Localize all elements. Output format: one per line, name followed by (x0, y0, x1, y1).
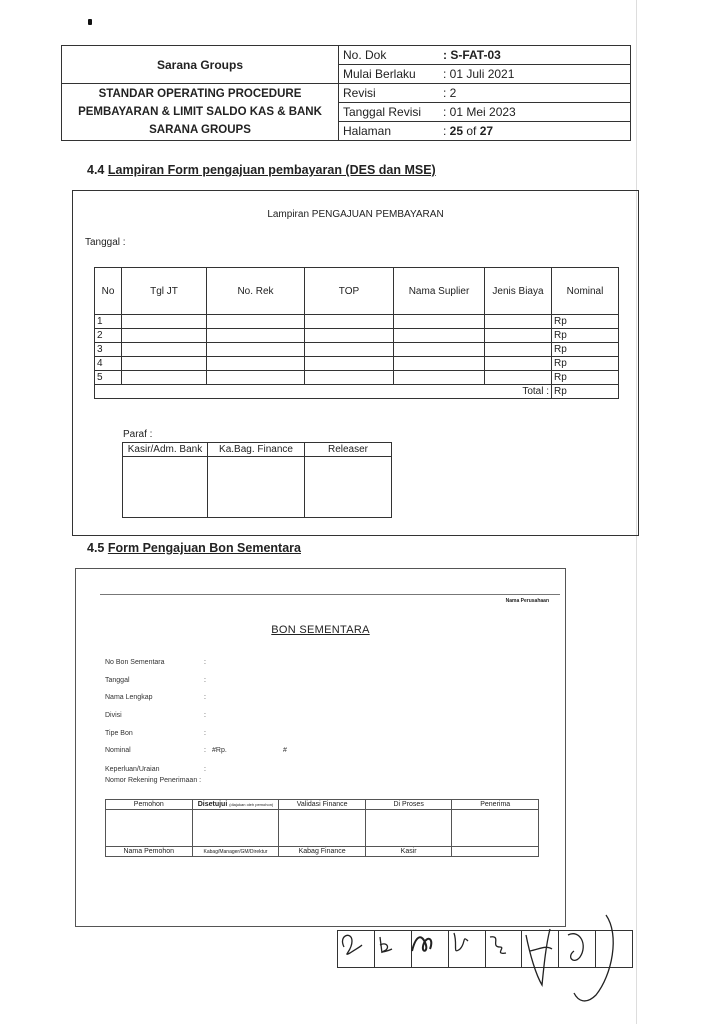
field-colon: : (204, 659, 206, 666)
row-no: 2 (95, 329, 122, 343)
section-4-4-title: Lampiran Form pengajuan pembayaran (DES dan MSE) (107, 163, 436, 177)
col-tgl-jt: Tgl JT (122, 268, 207, 315)
sop-title-line2: PEMBAYARAN & LIMIT SALDO KAS & BANK (78, 106, 322, 118)
company-name: Sarana Groups (62, 46, 339, 84)
revisi-label: Revisi (339, 84, 440, 103)
initial-mark-5 (490, 937, 506, 954)
ftr-penerima (452, 847, 539, 857)
field-colon: : (204, 712, 206, 719)
paraf-label: Paraf : (123, 429, 153, 440)
col-no-rek: No. Rek (207, 268, 305, 315)
field-tipe-bon: Tipe Bon (105, 730, 133, 737)
bon-sementara-form (75, 568, 566, 927)
field-colon: : (204, 766, 206, 773)
row-no: 1 (95, 315, 122, 329)
revisi-value: : 2 (439, 84, 631, 103)
document-header-table (61, 45, 631, 141)
paraf-table (122, 442, 392, 518)
field-colon: : (204, 677, 206, 684)
ftr-kabag-finance: Kabag Finance (279, 847, 366, 857)
total-currency: Rp (552, 385, 619, 399)
section-4-5-number: 4.5 (87, 541, 105, 555)
field-divisi: Divisi (105, 712, 122, 719)
mulai-berlaku-value: : 01 Juli 2021 (439, 65, 631, 84)
initial-mark-2 (380, 937, 392, 953)
field-nominal: Nominal (105, 747, 131, 754)
halaman-total: 27 (479, 124, 494, 138)
sop-title-line1: STANDAR OPERATING PROCEDURE (98, 88, 302, 100)
hdr-disetujui (192, 800, 279, 810)
table-row (95, 357, 619, 371)
section-4-4-heading (87, 163, 436, 177)
payment-form-title: Lampiran PENGAJUAN PEMBAYARAN (267, 209, 444, 220)
nominal-end: # (283, 747, 287, 754)
hdr-pemohon: Pemohon (106, 800, 193, 810)
initial-mark-4 (454, 933, 468, 951)
table-row (95, 315, 619, 329)
row-no: 3 (95, 343, 122, 357)
initial-mark-7 (568, 934, 583, 961)
bon-title-text: BON SEMENTARA (271, 624, 370, 636)
halaman-page: 25 (449, 124, 464, 138)
no-dok-label: No. Dok (339, 46, 440, 65)
sop-title (62, 84, 339, 141)
row-currency: Rp (552, 343, 619, 357)
tanggal-revisi-label: Tanggal Revisi (339, 103, 440, 122)
ftr-kasir: Kasir (365, 847, 452, 857)
row-currency: Rp (552, 357, 619, 371)
total-row (95, 385, 619, 399)
table-row (95, 371, 619, 385)
row-no: 5 (95, 371, 122, 385)
row-no: 4 (95, 357, 122, 371)
signer-kasir: Kasir/Adm. Bank (123, 443, 208, 457)
field-keperluan: Keperluan/Uraian (105, 766, 160, 773)
field-no-bon: No Bon Sementara (105, 659, 165, 666)
hdr-di-proses: Di Proses (365, 800, 452, 810)
section-4-4-number: 4.4 (87, 163, 105, 177)
initial-mark-3 (412, 937, 431, 951)
signer-releaser: Releaser (305, 443, 392, 457)
tanggal-revisi-value: : 01 Mei 2023 (439, 103, 631, 122)
field-nama-lengkap: Nama Lengkap (105, 694, 153, 701)
total-label: Total : (95, 385, 552, 399)
section-4-5-heading (87, 541, 301, 555)
field-tanggal: Tanggal (105, 677, 130, 684)
hdr-validasi-finance: Validasi Finance (279, 800, 366, 810)
sop-title-line3: SARANA GROUPS (149, 124, 251, 136)
initial-mark-1 (343, 935, 362, 954)
col-nominal: Nominal (552, 268, 619, 315)
halaman-label: Halaman (339, 122, 440, 141)
col-top: TOP (305, 268, 394, 315)
rekening-label: Nomor Rekening Penerimaan : (105, 777, 202, 784)
bon-sementara-title (76, 624, 565, 636)
col-nama-suplier: Nama Suplier (394, 268, 485, 315)
row-currency: Rp (552, 371, 619, 385)
hdr-disetujui-text: Disetujui (197, 801, 228, 808)
nominal-value: #Rp. (212, 747, 227, 754)
ftr-kabag-manager: Kabag/Manager/GM/Direktur (192, 847, 279, 857)
approval-table (105, 799, 539, 857)
handwritten-initials (330, 905, 640, 1015)
halaman-of: of (463, 124, 480, 138)
ftr-nama-pemohon: Nama Pemohon (106, 847, 193, 857)
corner-mark (88, 19, 92, 25)
nama-perusahaan: Nama Perusahaan (505, 598, 549, 604)
payment-table (94, 267, 619, 399)
hdr-penerima: Penerima (452, 800, 539, 810)
mulai-berlaku-label: Mulai Berlaku (339, 65, 440, 84)
halaman-prefix: : (443, 124, 450, 138)
table-row (95, 329, 619, 343)
payment-table-header (95, 268, 619, 315)
payment-request-form (72, 190, 639, 536)
hdr-disetujui-note: (diajukan oleh pemohon) (229, 802, 274, 807)
header-rule (100, 594, 560, 595)
no-dok-value: : S-FAT-03 (439, 46, 631, 65)
signer-kabag-finance: Ka.Bag. Finance (208, 443, 305, 457)
tanggal-label: Tanggal : (85, 237, 126, 248)
table-row (95, 343, 619, 357)
field-colon: : (204, 747, 206, 754)
col-jenis-biaya: Jenis Biaya (485, 268, 552, 315)
row-currency: Rp (552, 329, 619, 343)
row-currency: Rp (552, 315, 619, 329)
initial-mark-6 (526, 929, 552, 985)
col-no: No (95, 268, 122, 315)
field-colon: : (204, 730, 206, 737)
field-colon: : (204, 694, 206, 701)
section-4-5-title: Form Pengajuan Bon Sementara (107, 541, 301, 555)
halaman-value (439, 122, 631, 141)
